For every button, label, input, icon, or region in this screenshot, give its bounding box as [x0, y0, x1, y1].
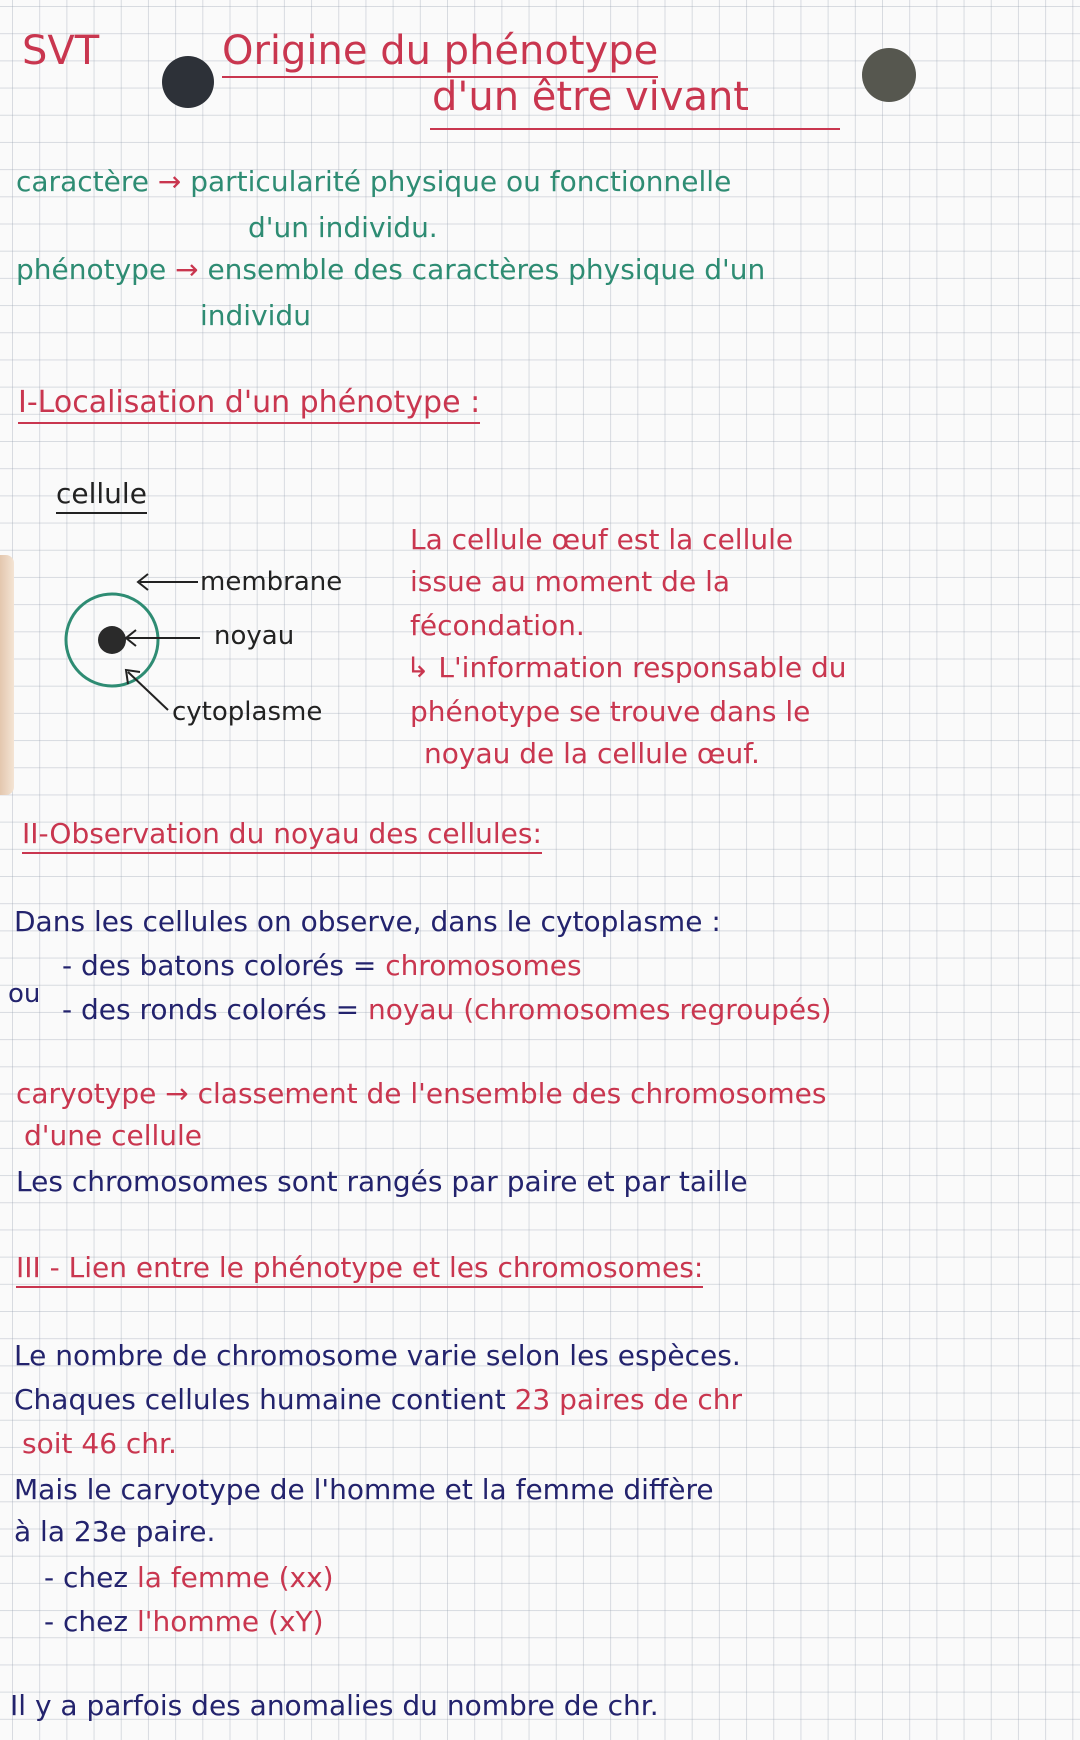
section-3-line-2a: Chaques cellules humaine contient: [14, 1383, 506, 1416]
cellule-label: cellule: [56, 477, 147, 514]
homme-prefix: - chez: [44, 1605, 129, 1638]
item-1-prefix: - des batons colorés =: [62, 949, 377, 982]
noyau-label: noyau: [214, 621, 295, 651]
cytoplasme-pointer: [128, 672, 168, 710]
caractere-definition-1: particularité physique ou fonctionnelle: [190, 165, 732, 198]
cellule-oeuf-line-1: La cellule œuf est la cellule: [410, 523, 794, 556]
caryotype-term: caryotype: [16, 1077, 157, 1110]
cell-nucleus-shape: [98, 626, 126, 654]
binder-hole-right: [862, 48, 916, 102]
cytoplasme-label: cytoplasme: [172, 697, 323, 727]
cellule-oeuf-line-3: fécondation.: [410, 609, 585, 642]
section-3-line-3: soit 46 chr.: [22, 1427, 177, 1460]
section-3-line-4a: Mais le caryotype de l'homme et la: [14, 1473, 507, 1506]
section-2-heading: II-Observation du noyau des cellules:: [22, 817, 542, 854]
conclusion-line-1: L'information responsable du: [438, 651, 847, 684]
ou-label: ou: [8, 979, 41, 1009]
binder-hole-left: [162, 56, 214, 108]
homme-value: l'homme (xY): [136, 1605, 324, 1638]
page-title-line2: d'un être vivant: [432, 74, 749, 120]
item-2-prefix: - des ronds colorés =: [62, 993, 360, 1026]
section-3-line-4c: diffère: [623, 1473, 714, 1506]
section-3-line-2b: 23 paires de chr: [514, 1383, 742, 1416]
conclusion-arrow-icon: ↳: [406, 651, 430, 684]
arrow-icon: →: [157, 165, 182, 198]
section-1-heading: I-Localisation d'un phénotype :: [18, 385, 480, 424]
phenotype-term: phénotype: [16, 253, 167, 286]
anomalies-line: Il y a parfois des anomalies du nombre de chr.: [10, 1689, 659, 1722]
caractere-definition-2: d'un individu.: [248, 211, 438, 244]
caryotype-definition-2: d'une cellule: [24, 1119, 203, 1152]
section-3-line-5: à la 23e paire.: [14, 1515, 216, 1548]
page-title-line1: Origine du phénotype: [222, 28, 658, 78]
observation-intro: Dans les cellules on observe, dans le cytoplasme :: [14, 905, 721, 938]
caractere-term: caractère: [16, 165, 149, 198]
item-1-value: chromosomes: [385, 949, 582, 982]
conclusion-line-2: phénotype se trouve dans le: [410, 695, 811, 728]
conclusion-line-3: noyau de la cellule œuf.: [424, 737, 760, 770]
caryotype-definition-1: classement de l'ensemble des chromosomes: [197, 1077, 827, 1110]
femme-value: la femme (xx): [136, 1561, 334, 1594]
section-3-heading: III - Lien entre le phénotype et les chromosomes:: [16, 1251, 703, 1288]
membrane-label: membrane: [200, 567, 343, 597]
title-underline: [430, 128, 840, 130]
femme-prefix: - chez: [44, 1561, 129, 1594]
cellule-oeuf-line-2: issue au moment de la: [410, 565, 731, 598]
phenotype-definition-1: ensemble des caractères physique d'un: [207, 253, 766, 286]
item-2-value: noyau (chromosomes regroupés): [367, 993, 832, 1026]
subject-label: SVT: [22, 28, 100, 74]
adjacent-page-edge: [0, 555, 14, 795]
arrow-icon: →: [165, 1077, 189, 1110]
section-3-line-4b: femme: [515, 1473, 615, 1506]
arrow-icon: →: [175, 253, 199, 286]
phenotype-definition-2: individu: [200, 299, 311, 332]
rangement-line: Les chromosomes sont rangés par paire et par taille: [16, 1165, 748, 1198]
section-3-line-1: Le nombre de chromosome varie selon les espèces.: [14, 1339, 741, 1372]
